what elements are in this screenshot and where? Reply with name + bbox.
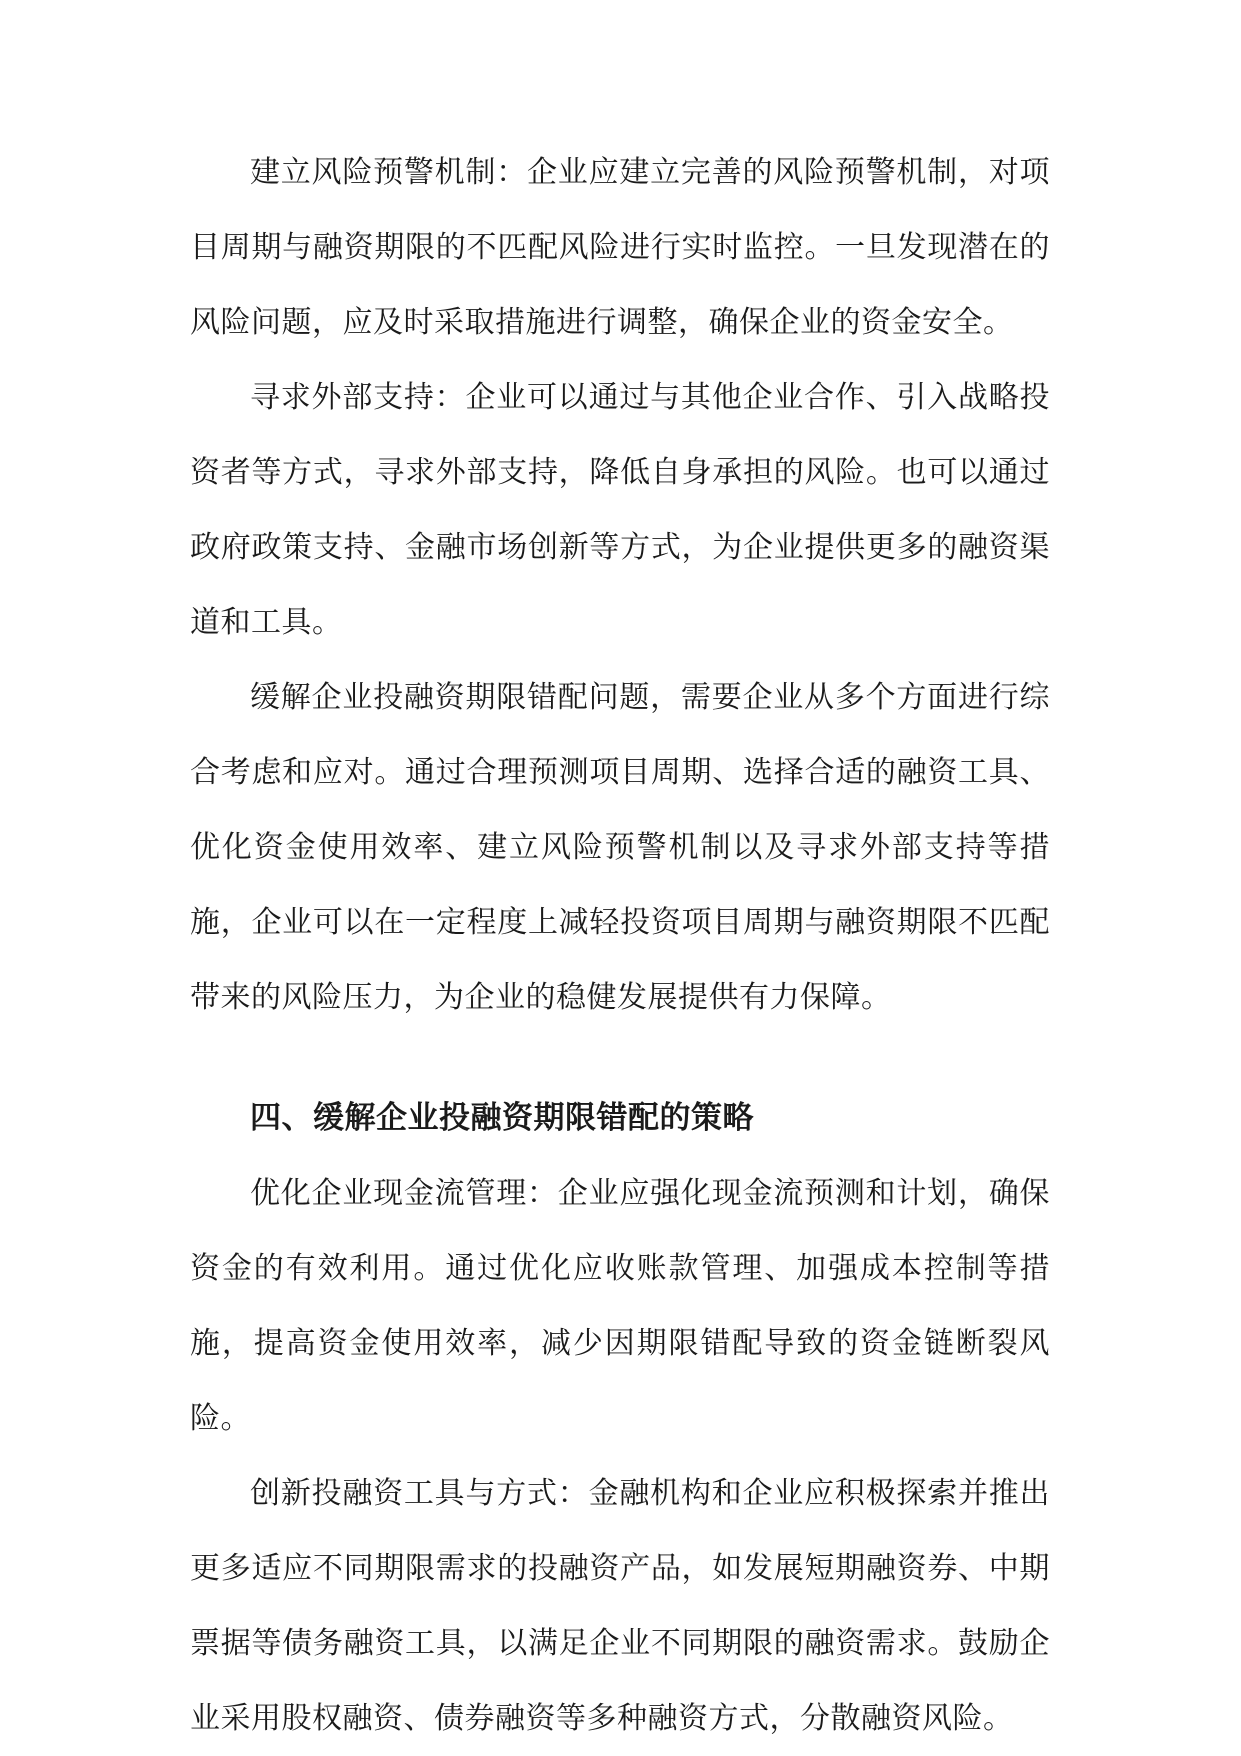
paragraph-risk-warning: 建立风险预警机制：企业应建立完善的风险预警机制，对项目周期与融资期限的不匹配风险进行实时监控。一旦发现潜在的风险问题，应及时采取措施进行调整，确保企业的资金安全。 [190,155,1050,340]
paragraph-summary: 缓解企业投融资期限错配问题，需要企业从多个方面进行综合考虑和应对。通过合理预测项目周期、选择合适的融资工具、优化资金使用效率、建立风险预警机制以及寻求外部支持等措施，企业可以在一定程度上减轻投资项目周期与融资期限不匹配带来的风险压力，为企业的稳健发展提供有力保障。 [190,680,1050,1015]
paragraph-external-support: 寻求外部支持：企业可以通过与其他企业合作、引入战略投资者等方式，寻求外部支持，降低自身承担的风险。也可以通过政府政策支持、金融市场创新等方式，为企业提供更多的融资渠道和工具。 [190,380,1050,640]
section-heading: 四、缓解企业投融资期限错配的策略 [250,1100,754,1136]
document-body [190,135,1050,1756]
paragraph-innovative-tools: 创新投融资工具与方式：金融机构和企业应积极探索并推出更多适应不同期限需求的投融资产品，如发展短期融资券、中期票据等债务融资工具，以满足企业不同期限的融资需求。鼓励企业采用股权融资、债券融资等多种融资方式，分散融资风险。 [190,1476,1050,1736]
paragraph-cashflow-management: 优化企业现金流管理：企业应强化现金流预测和计划，确保资金的有效利用。通过优化应收账款管理、加强成本控制等措施，提高资金使用效率，减少因期限错配导致的资金链断裂风险。 [190,1176,1050,1436]
